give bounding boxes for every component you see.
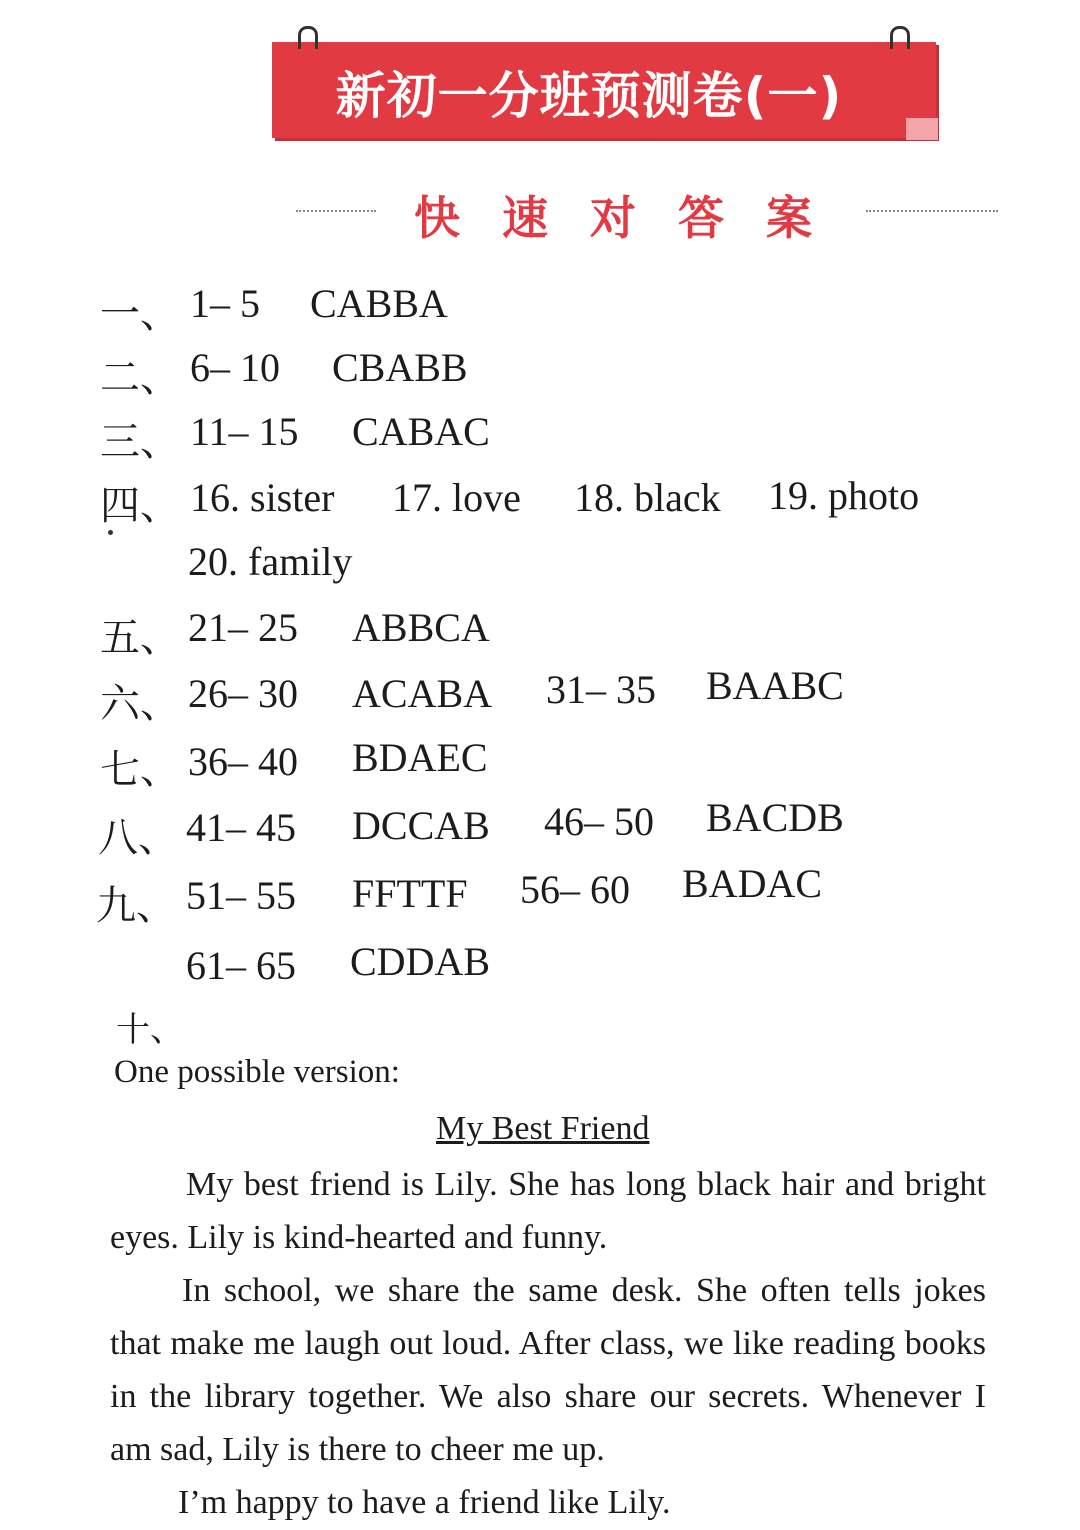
question-range: 31– 35 <box>546 667 656 712</box>
question-range: 21– 25 <box>188 605 298 650</box>
question-range: 61– 65 <box>186 943 296 988</box>
answer-word: 18. black <box>574 475 721 520</box>
dotted-divider <box>866 210 998 212</box>
answer-letters: BAABC <box>706 663 844 708</box>
section-subtitle: 快速对答案 <box>414 191 854 245</box>
dotted-divider <box>296 210 376 212</box>
question-range: 51– 55 <box>186 873 296 918</box>
question-number: 二、 <box>100 355 180 401</box>
question-number: 四、 <box>100 483 180 529</box>
answer-word: 17. love <box>392 475 521 520</box>
question-number: 五、 <box>100 615 180 661</box>
answer-letters: CDDAB <box>350 939 491 984</box>
essay-paragraph: In school, we share the same desk. She often tells jokes that make me laugh out loud. After class, we like reading books in the library together. We also share our secrets. Whenever I am sad, Lily is there to cheer me up. <box>110 1272 986 1468</box>
answer-letters: CABAC <box>352 409 490 454</box>
answer-word: 19. photo <box>768 473 920 518</box>
page-fold-corner <box>906 118 938 140</box>
page-title: 新初一分班预测卷(一) <box>335 67 843 125</box>
binder-ring-icon <box>890 26 910 49</box>
binder-ring-icon <box>298 26 318 49</box>
answer-letters: CBABB <box>332 345 468 390</box>
question-number: 九、 <box>96 883 176 929</box>
title-banner <box>272 42 936 138</box>
essay-title: My Best Friend <box>436 1110 650 1147</box>
answer-letters: ACABA <box>352 671 493 716</box>
subtitle-row <box>0 182 1080 246</box>
question-number: 八、 <box>98 815 178 861</box>
question-range: 11– 15 <box>190 409 299 454</box>
version-label: One possible version: <box>114 1054 400 1090</box>
question-range: 46– 50 <box>544 799 654 844</box>
answer-letters: DCCAB <box>352 803 490 848</box>
essay-paragraph: My best friend is Lily. She has long black hair and bright eyes. Lily is kind-hearted and funny. <box>110 1166 986 1256</box>
answer-letters: FFTTF <box>352 871 468 916</box>
answer-letters: CABBA <box>310 281 448 326</box>
answer-letters: BADAC <box>682 861 823 906</box>
question-number: 一、 <box>100 291 180 337</box>
question-range: 1– 5 <box>190 281 260 326</box>
question-range: 6– 10 <box>190 345 280 390</box>
answer-letters: BACDB <box>706 795 844 840</box>
question-range: 36– 40 <box>188 739 298 784</box>
question-number: 十、 <box>116 1010 184 1050</box>
answer-letters: ABBCA <box>352 605 490 650</box>
question-range: 56– 60 <box>520 867 630 912</box>
question-number: 三、 <box>100 419 180 465</box>
question-number: 六、 <box>100 681 180 727</box>
question-number: 七、 <box>100 747 180 793</box>
answer-word: 20. family <box>188 539 353 584</box>
essay-paragraph: I’m happy to have a friend like Lily. <box>178 1484 671 1521</box>
dot-mark <box>108 530 113 535</box>
answer-letters: BDAEC <box>352 735 488 780</box>
question-range: 26– 30 <box>188 671 298 716</box>
answer-word: 16. sister <box>190 475 335 520</box>
question-range: 41– 45 <box>186 805 296 850</box>
